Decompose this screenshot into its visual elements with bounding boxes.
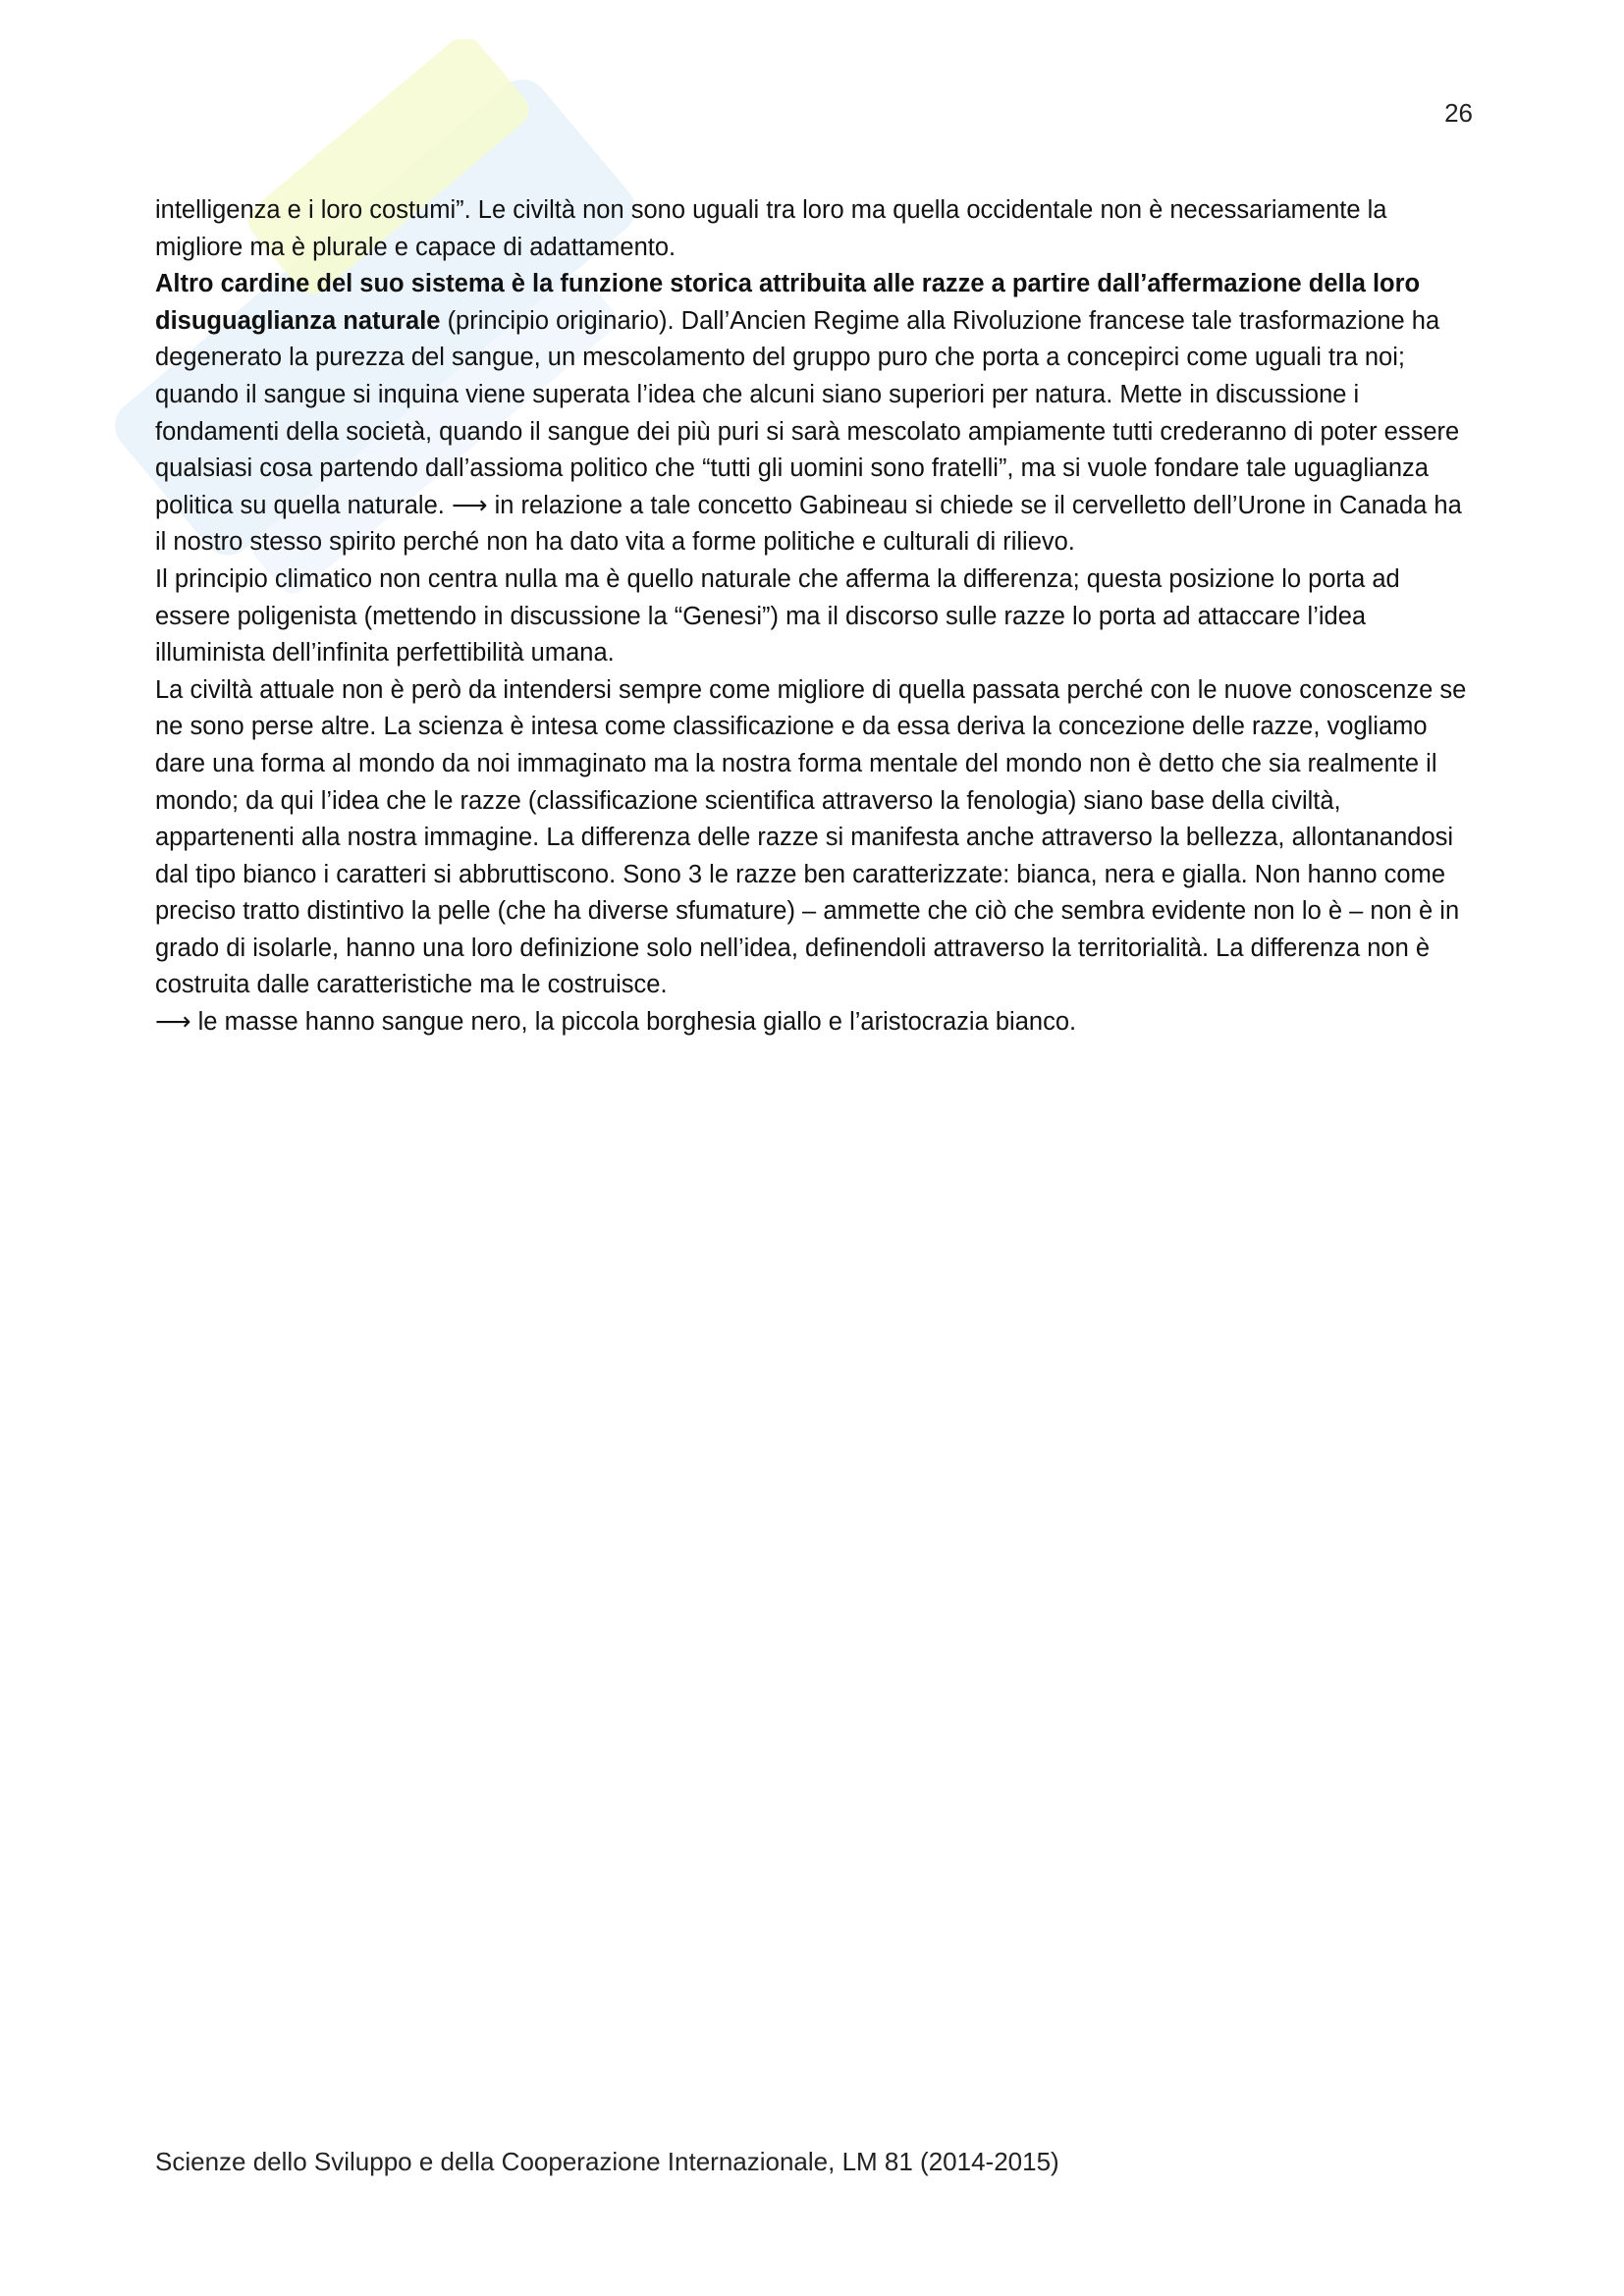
paragraph — [155, 192, 1467, 266]
paragraph — [155, 561, 1467, 672]
paragraph — [155, 1004, 1467, 1041]
paragraph-text: intelligenza e i loro costumi”. Le civiltà non sono uguali tra loro ma quella occidentale non è necessariamente la migliore ma è plurale e capace di adattamento. — [155, 196, 1387, 261]
paragraph-text: ⟶ le masse hanno sangue nero, la piccola borghesia giallo e l’aristocrazia bianco. — [155, 1008, 1077, 1037]
page-footer: Scienze dello Sviluppo e della Cooperazione Internazionale, LM 81 (2014-2015) — [155, 2147, 1059, 2176]
paragraph-bold-lead: Altro cardine del suo sistema è la funzione storica attribuita alle razze a partire dall’affermazione della loro disuguaglianza naturale — [155, 270, 1421, 335]
paragraph — [155, 672, 1467, 1004]
paragraph-text: La civiltà attuale non è però da intendersi sempre come migliore di quella passata perché con le nuove conoscenze se ne sono perse altre. La scienza è intesa come classificazione e da essa deriva la concezione delle razze, vogliamo dare una forma al mondo da noi immaginato ma la nostra forma mentale del mondo non è detto che sia realmente il mondo; da qui l’idea che le razze (classificazione scientifica attraverso la fenologia) siano base della civiltà, appartenenti alla nostra immagine. La differenza delle razze si manifesta anche attraverso la bellezza, allontanandosi dal tipo bianco i caratteri si abbruttiscono. Sono 3 le razze ben caratterizzate: bianca, nera e gialla. Non hanno come preciso tratto distintivo la pelle (che ha diverse sfumature) – ammette che ciò che sembra evidente non lo è – non è in grado di isolarle, hanno una loro definizione solo nell’idea, definendoli attraverso la territorialità. La differenza non è costruita dalle caratteristiche ma le costruisce. — [155, 675, 1467, 999]
page-number: 26 — [1444, 98, 1473, 128]
paragraph-text: (principio originario). Dall’Ancien Regime alla Rivoluzione francese tale trasformazione ha degenerato la purezza del sangue, un mescolamento del gruppo puro che porta a concepirci come uguali tra noi; quando il sangue si inquina viene superata l’idea che alcuni siano superiori per natura. Mette in discussione i fondamenti della società, quando il sangue dei più puri si sarà mescolato ampiamente tutti crederanno di poter essere qualsiasi cosa partendo dall’assioma politico che “tutti gli uomini sono fratelli”, ma si vuole fondare tale uguaglianza politica su quella naturale. ⟶ in relazione a tale concetto Gabineau si chiede se il cervelletto dell’Urone in Canada ha il nostro stesso spirito perché non ha dato vita a forme politiche e culturali di rilievo. — [155, 306, 1462, 557]
paragraph — [155, 266, 1467, 561]
paragraph-text: Il principio climatico non centra nulla ma è quello naturale che afferma la differenza; questa posizione lo porta ad essere poligenista (mettendo in discussione la “Genesi”) ma il discorso sulle razze lo porta ad attaccare l’idea illuminista dell’infinita perfettibilità umana. — [155, 564, 1400, 667]
document-body — [155, 192, 1467, 1041]
